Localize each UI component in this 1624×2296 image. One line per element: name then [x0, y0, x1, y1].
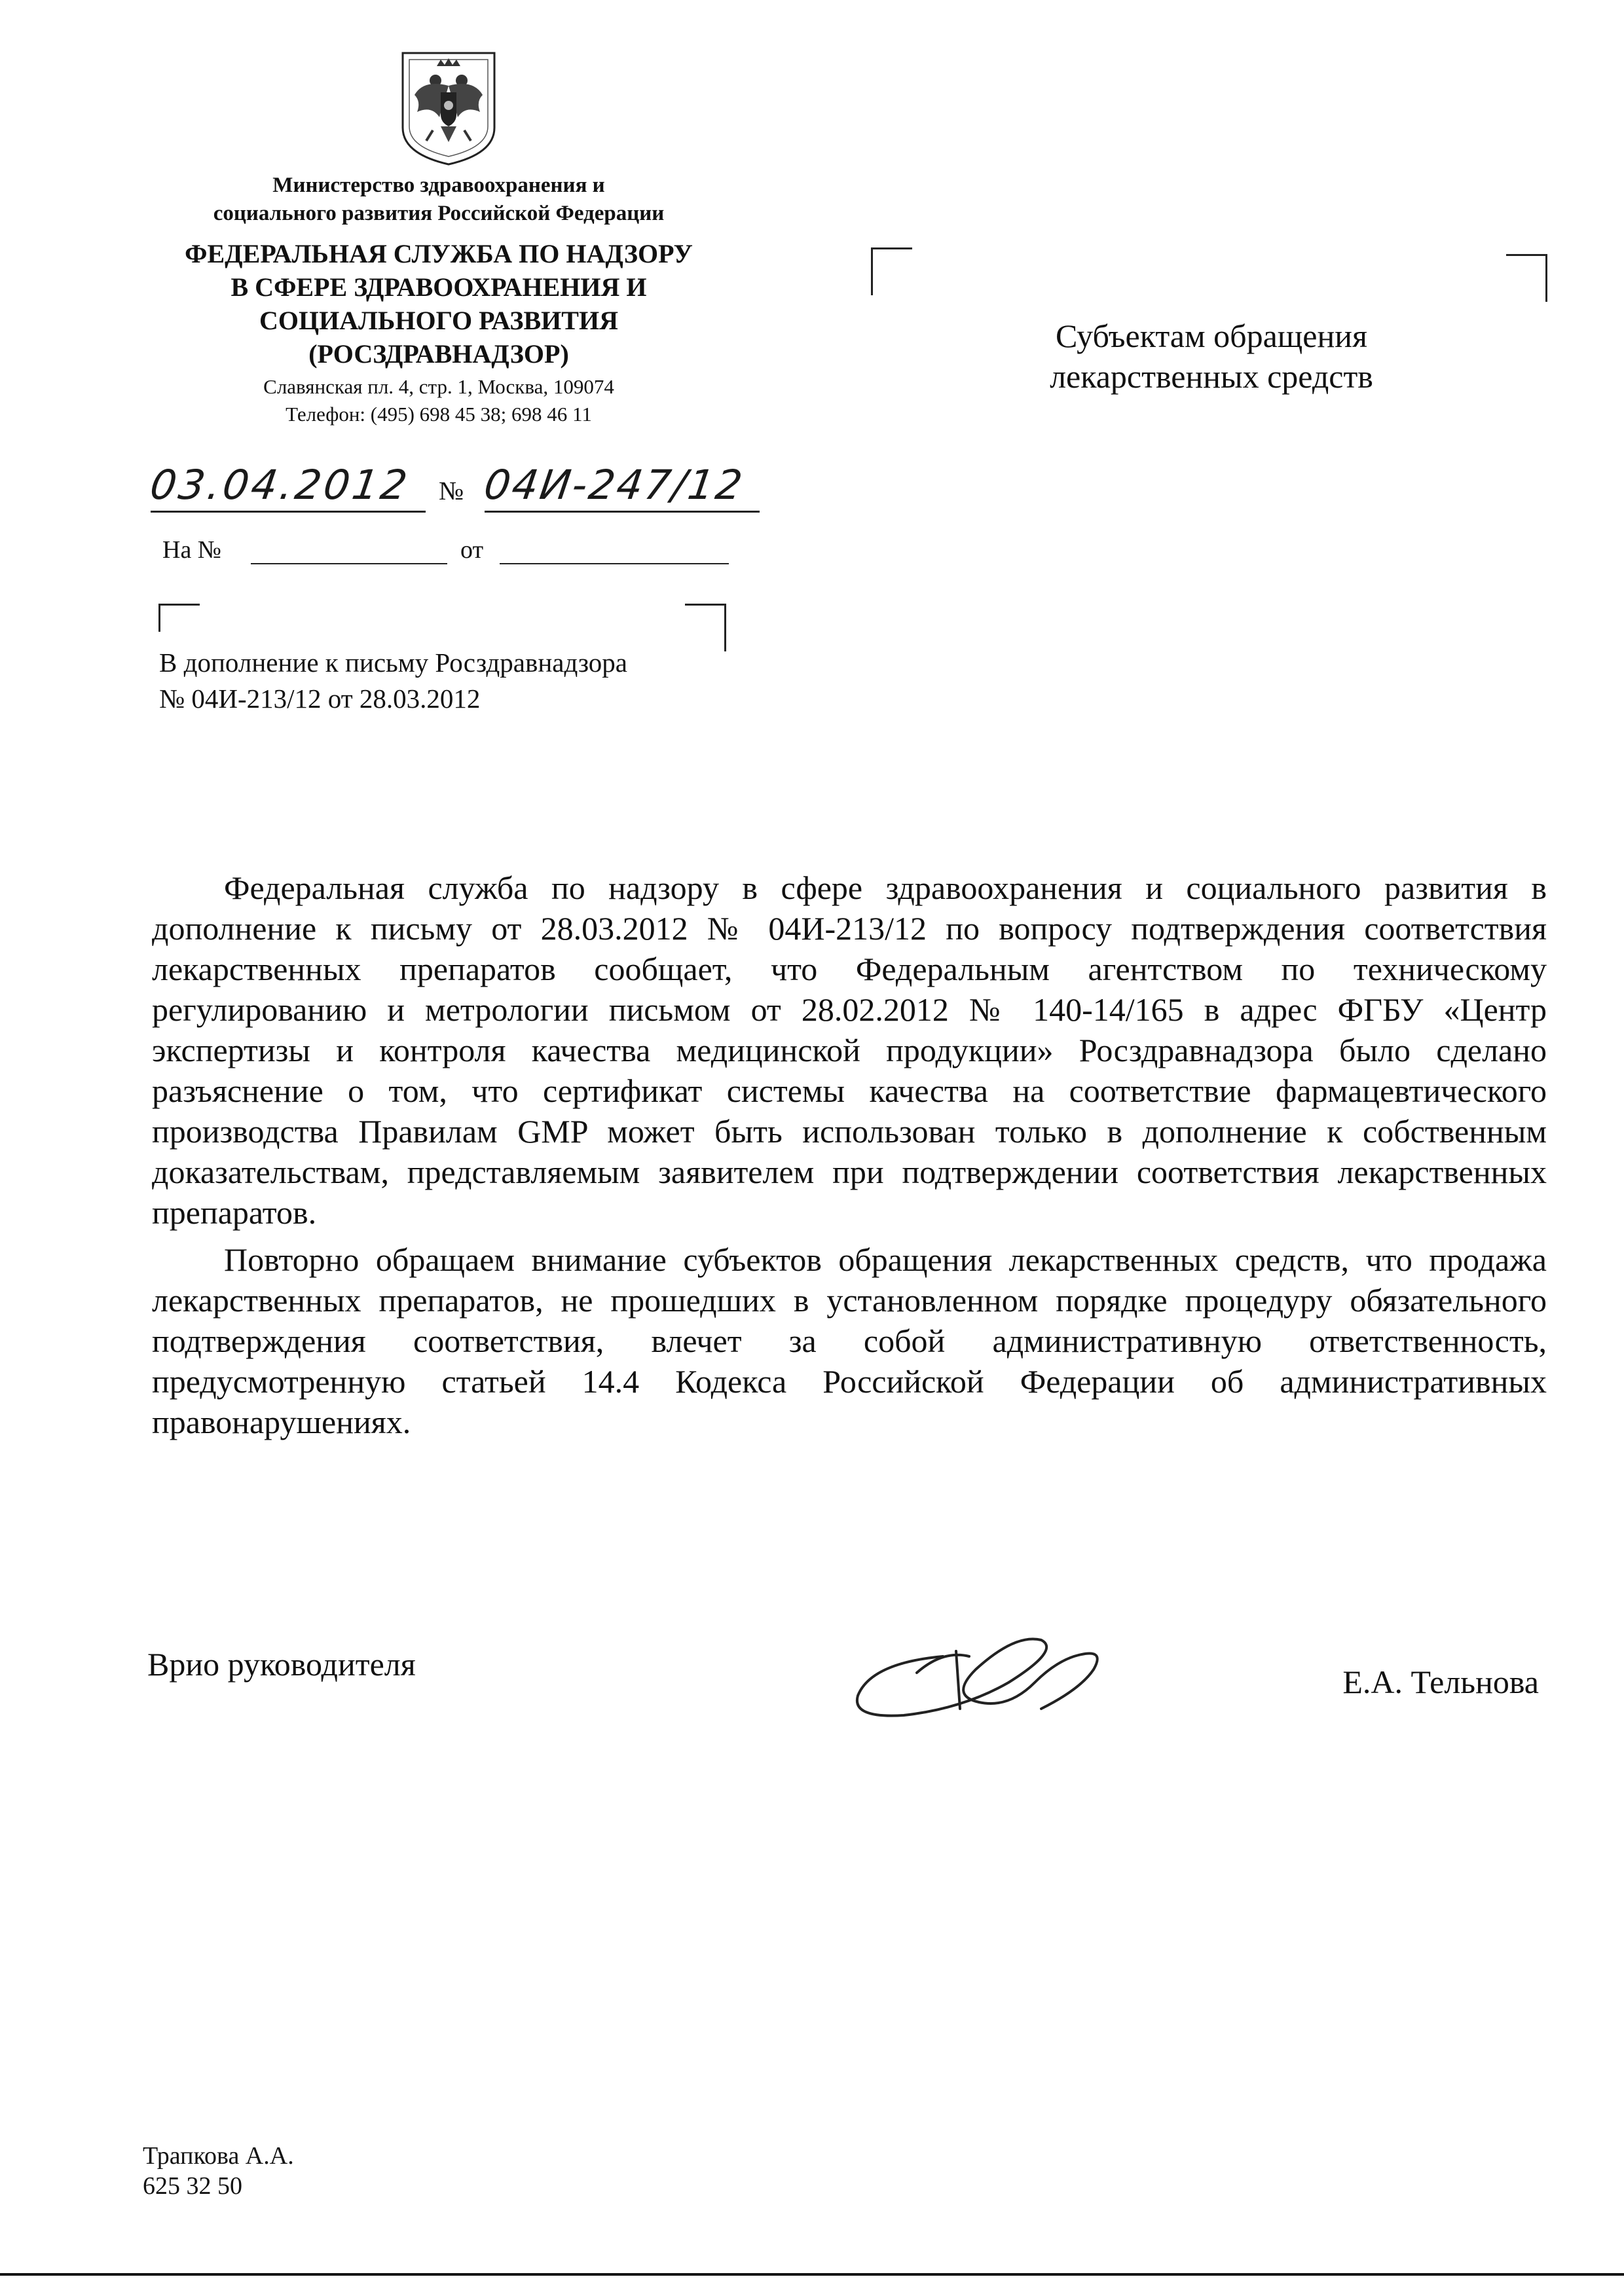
addressee	[989, 316, 1434, 397]
signatory-title: Врио руководителя	[147, 1646, 416, 1683]
reference-line	[162, 536, 739, 568]
addressee-bracket-left	[871, 247, 912, 295]
letter-subject	[159, 645, 748, 717]
ref-number-label: На №	[162, 536, 222, 564]
ministry-line-2: социального развития Российской Федерации	[213, 202, 665, 225]
number-sign: №	[439, 476, 464, 505]
ministry-line-1: Министерство здравоохранения и	[272, 173, 605, 197]
executor-name: Трапкова А.А.	[143, 2142, 294, 2170]
service-line-2: В СФЕРЕ ЗДРАВООХРАНЕНИЯ И	[231, 272, 647, 302]
date-underline	[151, 511, 426, 513]
executor-phone: 625 32 50	[143, 2172, 242, 2200]
ref-from-label: от	[460, 536, 484, 564]
addressee-line-2: лекарственных средств	[1050, 358, 1373, 395]
service-address	[151, 373, 727, 428]
subject-line-2: № 04И-213/12 от 28.03.2012	[159, 683, 481, 714]
number-underline	[485, 511, 760, 513]
body-paragraph-2: Повторно обращаем внимание субъектов обращения лекарственных средств, что продажа лекарственных препаратов, не прошедших в установленном порядке процедуру обязательного подтверждения соответствия, влечет за собой административную ответственность, предусмотренную статьей 14.4 Кодекса Российской Федерации об административных правонарушениях.	[152, 1241, 1547, 1440]
registration-date: 03.04.2012	[147, 461, 413, 509]
address-line: Славянская пл. 4, стр. 1, Москва, 109074	[263, 375, 614, 398]
page-bottom-rule	[0, 2273, 1624, 2276]
addressee-bracket-right	[1506, 254, 1547, 302]
body-paragraph-1: Федеральная служба по надзору в сфере здравоохранения и социального развития в дополнение к письму от 28.03.2012 № 04И-213/12 по вопросу подтверждения соответствия лекарственных препаратов сообщает, что Федеральным агентством по техническому регулированию и метрологии письмом от 28.02.2012 № 140-14/165 в адрес ФГБУ «Центр экспертизы и контроля качества медицинской продукции» Росздравнадзора было сделано разъяснение о том, что сертификат системы качества на соответствие фармацевтического производства Правилам GMP может быть использован только в дополнение к собственным доказательствам, представляемым заявителем при подтверждении соответствия лекарственных препаратов.	[152, 869, 1547, 1231]
service-line-4: (РОСЗДРАВНАДЗОР)	[308, 339, 569, 369]
coat-of-arms-emblem-icon	[397, 49, 500, 167]
service-line-1: ФЕДЕРАЛЬНАЯ СЛУЖБА ПО НАДЗОРУ	[185, 239, 693, 268]
handwritten-signature-icon	[845, 1611, 1120, 1735]
registration-number: 04И-247/12	[481, 461, 747, 509]
subject-bracket-left	[158, 604, 200, 632]
registration-line	[147, 457, 779, 516]
signatory-name: Е.А. Тельнова	[1342, 1664, 1539, 1700]
ref-from-blank	[500, 563, 729, 564]
subject-line-1: В дополнение к письму Росздравнадзора	[159, 647, 627, 678]
addressee-line-1: Субъектам обращения	[1056, 318, 1367, 354]
service-line-3: СОЦИАЛЬНОГО РАЗВИТИЯ	[259, 306, 618, 335]
ministry-name	[151, 172, 727, 228]
phone-line: Телефон: (495) 698 45 38; 698 46 11	[286, 403, 592, 426]
service-name	[151, 237, 727, 371]
letter-body	[152, 867, 1547, 1449]
executor-info	[143, 2141, 294, 2201]
ref-number-blank	[251, 563, 447, 564]
